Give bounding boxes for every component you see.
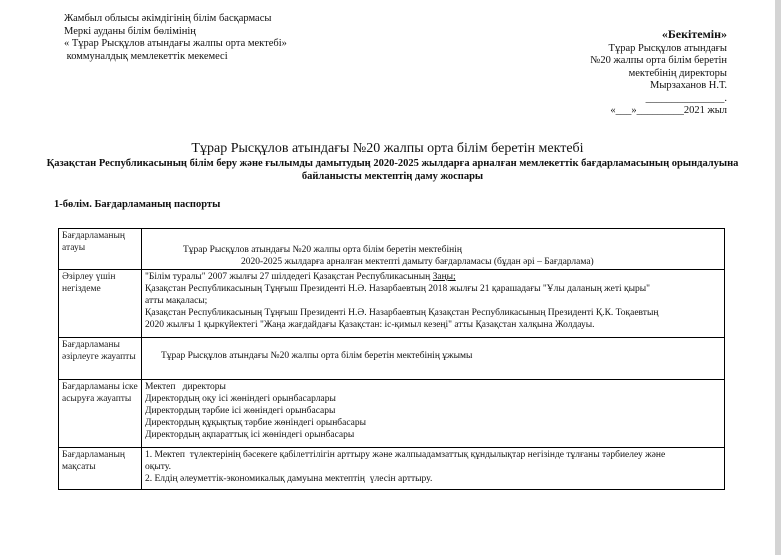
approval-block xyxy=(590,28,727,118)
row-value xyxy=(142,380,725,448)
row-value xyxy=(142,229,725,270)
organization-header xyxy=(64,13,287,63)
org-line: коммуналдық мемлекеттік мекемесі xyxy=(64,50,228,62)
table-row xyxy=(59,338,725,380)
row-label: Бағдарламаны әзірлеуге жауапты xyxy=(59,338,142,380)
value-line: Тұрар Рысқұлов атындағы №20 жалпы орта білім беретін мектебінің xyxy=(183,245,462,255)
value-line: атты мақаласы; xyxy=(145,296,208,306)
value-line: оқыту. xyxy=(145,462,171,472)
value-line: 2020-2025 жылдарға арналған мектепті дамыту бағдарламасы (бұдан әрі – Бағдарлама) xyxy=(241,257,594,267)
approval-date: «___»_________2021 жыл xyxy=(610,105,727,116)
signature-line: _______________. xyxy=(645,92,727,104)
org-line: Меркі ауданы білім бөлімінің xyxy=(64,25,196,37)
row-label: Бағдарламаның атауы xyxy=(59,229,142,270)
value-line: Қазақстан Республикасының Тұңғыш Президенті Н.Ә. Назарбаевтың Қазақстан Республикасының Президенті Қ.К. Тоқаевтың xyxy=(145,308,659,318)
row-value xyxy=(142,270,725,338)
value-line xyxy=(145,271,721,283)
approval-heading: «Бекітемін» xyxy=(661,27,727,41)
approval-line: мектебінің директоры xyxy=(628,67,727,79)
table-row xyxy=(59,380,725,448)
approval-line: Тұрар Рысқұлов атындағы xyxy=(608,42,727,54)
value-line: 1. Мектеп түлектерінің бәсекеге қабілеттілігін арттыру және жалпыадамзаттық құндылықтар негізінде тұлғаны тәрбиелеу және xyxy=(145,450,666,460)
value-line: Директордың құқықтық тәрбие жөніндегі орынбасары xyxy=(145,418,367,428)
value-line: Директордың ақпараттық ісі жөніндегі орынбасары xyxy=(145,430,355,440)
org-line: « Тұрар Рысқұлов атындағы жалпы орта мектебі» xyxy=(64,38,287,49)
value-line: Мектеп директоры xyxy=(145,382,226,392)
table-row xyxy=(59,448,725,490)
scrollbar-gutter xyxy=(775,0,781,555)
value-line: Қазақстан Республикасының Тұңғыш Президенті Н.Ә. Назарбаевтың 2018 жылғы 21 қарашадағы "Ұлы даланың жеті қыры" xyxy=(145,284,651,294)
org-line: Жамбыл облысы әкімдігінің білім басқармасы xyxy=(64,13,272,24)
law-reference-text: "Білім туралы" 2007 жылғы 27 шілдедегі Қазақстан Республикасының xyxy=(145,272,433,282)
table-row xyxy=(59,229,725,270)
law-link[interactable]: Заңы; xyxy=(432,272,456,282)
value-line: Директордың тәрбие ісі жөніндегі орынбасары xyxy=(145,406,336,416)
document-subtitle: Қазақстан Республикасының білім беру және ғылымды дамытудың 2020-2025 жылдарға арналған мемлекеттік бағдарламасының орындалуына байланысты мектептің даму жоспары xyxy=(46,158,739,182)
row-label: Бағдарламаның мақсаты xyxy=(59,448,142,490)
value-line: 2. Елдің әлеуметтік-экономикалық дамуына мектептің үлесін арттыру. xyxy=(145,474,433,484)
row-value xyxy=(142,338,725,380)
value-line: 2020 жылғы 1 қыркүйектегі "Жаңа жағдайдағы Қазақстан: іс-қимыл кезеңі" атты Қазақстан халқына Жолдауы. xyxy=(145,320,595,330)
table-row xyxy=(59,270,725,338)
document-title: Тұрар Рысқұлов атындағы №20 жалпы орта білім беретін мектебі xyxy=(191,141,584,156)
value-line: Тұрар Рысқұлов атындағы №20 жалпы орта білім беретін мектебінің ұжымы xyxy=(161,351,473,361)
section-heading: 1-бөлім. Бағдарламаның паспорты xyxy=(54,199,221,210)
approval-line: Мырзаханов Н.Т. xyxy=(650,80,727,91)
row-value xyxy=(142,448,725,490)
passport-table xyxy=(58,228,725,490)
approval-line: №20 жалпы орта білім беретін xyxy=(590,55,727,66)
value-line: Директордың оқу ісі жөніндегі орынбасарлары xyxy=(145,394,336,404)
row-label: Әзірлеу үшін негіздеме xyxy=(59,270,142,338)
row-label: Бағдарламаны іске асыруға жауапты xyxy=(59,380,142,448)
